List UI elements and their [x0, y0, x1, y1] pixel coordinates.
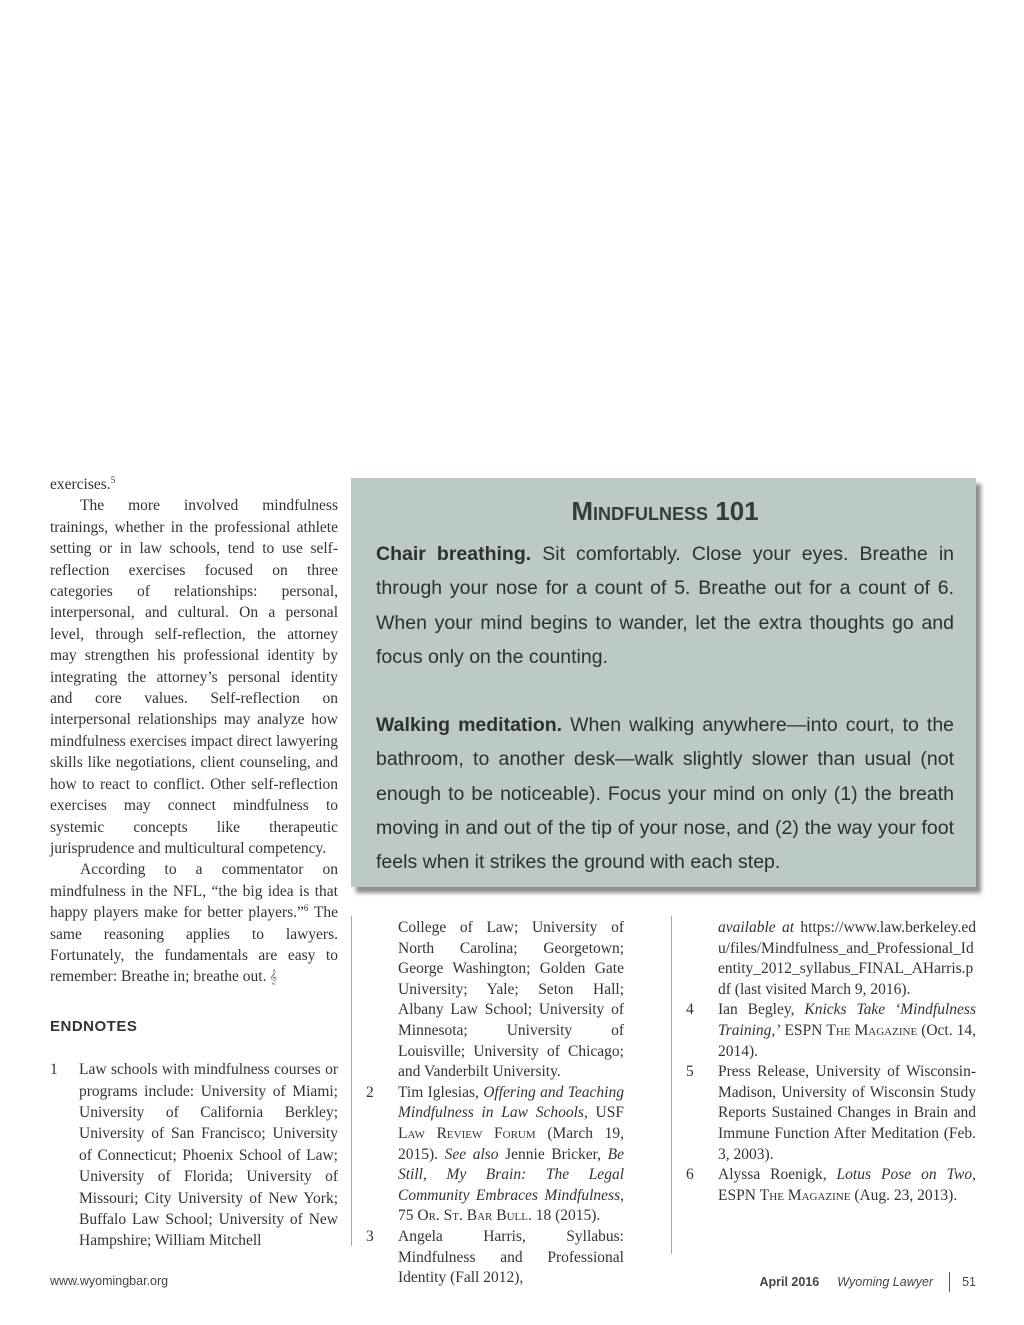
endnote-text: (March 19, 2015). — [398, 1124, 624, 1163]
endnote-item — [366, 1227, 624, 1289]
endnote-text: , 75 — [398, 1186, 624, 1225]
endnotes-column-2 — [366, 918, 624, 1289]
endnote-text: Jennie Bricker, — [498, 1145, 608, 1163]
magazine-name: Wyoming Lawyer — [837, 1275, 934, 1289]
footnote-ref: 5 — [110, 474, 116, 485]
endnote-number: 3 — [366, 1227, 374, 1245]
endnote-text: 18 (2015). — [531, 1207, 601, 1225]
endnotes-column-3 — [686, 918, 976, 1206]
paragraph: The more involved mindfulness trainings, whether in the professional athlete setting or in law schools, tend to use self-reflection exercises focused on three categories of relationships: personal, interpersonal, and cultural. On a personal level, through self-reflection, the attorney may strengthen his professional identity by integrating the attorney’s personal identity and core values. Self-reflection on interpersonal relationships may analyze how mindfulness exercises impact direct lawyering skills like negotiations, client counseling, and how to react to conflict. Other self-reflection exercises may connect mindfulness to systemic concepts like therapeutic jurisprudence and multicultural competency. — [50, 497, 338, 857]
tip-chair-breathing — [376, 537, 954, 674]
endnote-text: Press Release, University of Wisconsin-Madison, University of Wisconsin Study Reports Sustained Changes in Brain and Immune Function After Meditation (Feb. 3, 2003). — [718, 1063, 976, 1163]
endnote-number: 6 — [686, 1166, 694, 1184]
endnote-item — [686, 1165, 976, 1206]
tip-body: When walking anywhere—into court, to the bathroom, to another desk—walk slightly slower than usual (not enough to be noticeable). Focus your mind on only (1) the breath moving in and out of the tip of your nose, and (2) the way your foot feels when it strikes the ground with each step. — [376, 714, 955, 874]
endnote-title: Knicks Take ‘Mindfulness Training,’ — [718, 1001, 976, 1039]
endnote-item — [686, 1062, 976, 1165]
endnote-title: Be Still, My Brain: The Legal Community Embraces Mindfulness — [398, 1145, 624, 1204]
endnote-number: 5 — [686, 1063, 694, 1081]
endnote-text: Ian Begley, — [718, 1001, 805, 1019]
end-mark-icon: 𝄞 — [269, 969, 278, 985]
paragraph — [50, 859, 338, 987]
tip-walking-meditation — [376, 708, 954, 879]
para-text: The same reasoning applies to lawyers. Fortunately, the fundamentals are easy to remember: Breathe in; breathe out. — [50, 904, 338, 986]
para-text: According to a commentator on mindfulness in the NFL, “the big idea is that happy players make for better players.” — [50, 861, 338, 922]
endnote-number: 1 — [50, 1061, 58, 1079]
endnote-number: 4 — [686, 1001, 694, 1019]
mindfulness-sidebar — [351, 478, 976, 887]
endnote-continuation: College of Law; University of North Carolina; Georgetown; George Washington; Golden Gate University; Yale; Seton Hall; Albany Law School; University of Minnesota; University of Louisville; University of Chicago; and Vanderbilt University. — [398, 919, 624, 1081]
endnotes-heading: ENDNOTES — [50, 1017, 138, 1035]
page-number: 51 — [962, 1275, 976, 1289]
paragraph — [50, 474, 338, 495]
endnote-text: Alyssa Roenigk, — [718, 1166, 837, 1184]
column-divider — [351, 916, 352, 1246]
endnote-item — [50, 1059, 338, 1252]
endnote-text: (Aug. 23, 2013). — [850, 1186, 958, 1204]
left-column — [50, 474, 338, 1252]
endnote-url[interactable]: https://www.law.berkeley.edu/files/Mindfulness_and_Professional_Identity_2012_syllabus_FINAL_AHarris.pdf (last visited March 9, 2016). — [718, 919, 976, 998]
endnote-number: 2 — [366, 1083, 374, 1101]
tip-body: Sit comfortably. Close your eyes. Breathe in through your nose for a count of 5. Breathe out for a count of 6. When your mind begins to wander, let the extra thoughts go and focus only on the counting. — [376, 543, 954, 668]
tip-heading: Chair breathing. — [376, 543, 532, 565]
endnote-continuation — [686, 918, 976, 1000]
endnote-text: , ESPN — [718, 1166, 976, 1204]
endnote-signal: available at — [718, 919, 795, 936]
footnote-ref: 6 — [303, 902, 309, 913]
endnote-text: Angela Harris, Syllabus: Mindfulness and Professional Identity (Fall 2012), — [398, 1227, 624, 1287]
endnote-text: ESPN — [780, 1021, 827, 1039]
endnote-publication: Or. St. Bar Bull. — [417, 1207, 532, 1225]
endnote-text: (Oct. 14, 2014). — [718, 1021, 976, 1060]
endnote-text: Law schools with mindfulness courses or programs include: University of Miami; University of California Berkley; University of San Francisco; University of Connecticut; Phoenix School of Law; University of Florida; University of Missouri; City University of New York; Buffalo Law School; University of New Hampshire; William Mitchell — [79, 1061, 338, 1250]
footer-divider — [949, 1272, 950, 1292]
sidebar-title: Mindfulness 101 — [571, 496, 759, 526]
column-divider — [671, 916, 672, 1254]
endnote-title: Offering and Teaching Mindfulness in Law Schools — [398, 1083, 624, 1122]
tip-heading: Walking meditation. — [376, 714, 563, 737]
issue-date: April 2016 — [759, 1275, 820, 1289]
endnote-item — [366, 1083, 624, 1227]
para-text: exercises. — [50, 476, 111, 493]
endnote-text: Tim Iglesias, — [398, 1083, 484, 1101]
endnote-text: , USF — [583, 1104, 624, 1122]
endnote-publication: Law Review Forum — [398, 1124, 536, 1142]
footer-website[interactable]: www.wyomingbar.org — [50, 1274, 169, 1288]
endnote-title: Lotus Pose on Two — [836, 1166, 973, 1184]
endnote-publication: The Magazine — [759, 1186, 851, 1204]
endnote-signal: See also — [444, 1145, 499, 1163]
footer-info — [759, 1272, 976, 1292]
endnote-publication: The Magazine — [826, 1021, 918, 1039]
endnote-item — [686, 1000, 976, 1062]
